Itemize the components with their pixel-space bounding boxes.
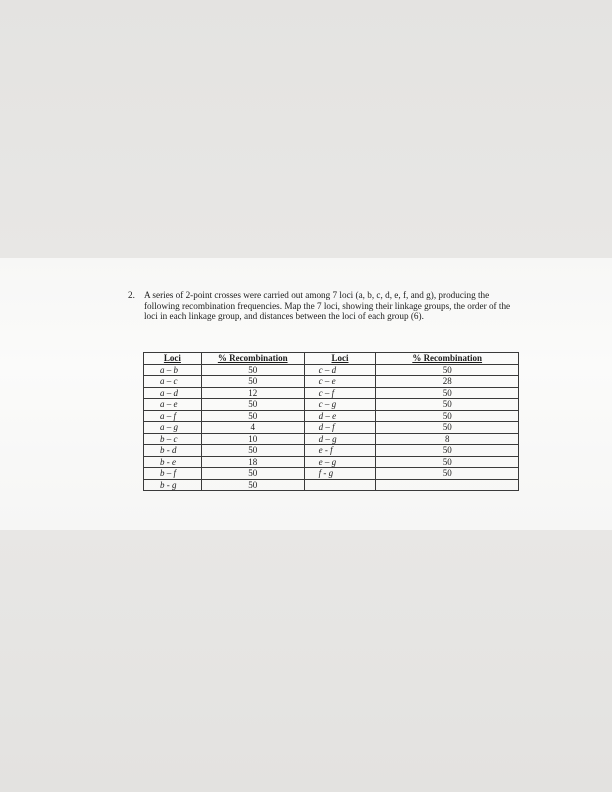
recombination-cell: 50 [201,376,304,388]
table-row [144,468,519,480]
loci-cell: a – f [144,410,202,422]
recombination-cell: 50 [376,399,519,411]
loci-cell: c – g [304,399,376,411]
loci-cell: c – e [304,376,376,388]
table-row [144,422,519,434]
header-loci-right: Loci [304,353,376,365]
recombination-cell: 12 [201,387,304,399]
recombination-cell: 50 [201,445,304,457]
recombination-cell: 18 [201,456,304,468]
question-text: A series of 2-point crosses were carried out among 7 loci (a, b, c, d, e, f, and g), producing the following recombination frequencies. Map the 7 loci, showing their linkage groups, the order of the loci in each linkage group, and distances between the loci of each group (6). [144,290,511,322]
loci-cell: a – c [144,376,202,388]
loci-cell: b - d [144,445,202,457]
loci-cell: a – d [144,387,202,399]
table-row [144,399,519,411]
recombination-cell: 50 [201,364,304,376]
recombination-cell: 50 [201,410,304,422]
question-block [128,290,520,322]
recombination-cell [376,479,519,491]
loci-cell: e - f [304,445,376,457]
loci-cell: d – g [304,433,376,445]
recombination-table [143,352,519,491]
loci-cell: f - g [304,468,376,480]
header-recombination-left: % Recombination [201,353,304,365]
table-row [144,456,519,468]
background-bottom [0,530,612,792]
loci-cell: e – g [304,456,376,468]
table-row [144,410,519,422]
recombination-cell: 50 [201,479,304,491]
loci-cell [304,479,376,491]
header-recombination-right: % Recombination [376,353,519,365]
table-row [144,387,519,399]
table-header-row [144,353,519,365]
recombination-cell: 8 [376,433,519,445]
table-row [144,479,519,491]
loci-cell: a – e [144,399,202,411]
question-number: 2. [128,290,135,300]
table-row [144,364,519,376]
loci-cell: a – g [144,422,202,434]
loci-cell: a – b [144,364,202,376]
table-row [144,376,519,388]
recombination-cell: 50 [201,468,304,480]
recombination-cell: 50 [376,387,519,399]
loci-cell: b - g [144,479,202,491]
table-row [144,445,519,457]
table-row [144,433,519,445]
recombination-cell: 50 [376,468,519,480]
loci-cell: d – e [304,410,376,422]
recombination-cell: 10 [201,433,304,445]
recombination-cell: 4 [201,422,304,434]
recombination-cell: 28 [376,376,519,388]
background-top [0,0,612,258]
recombination-cell: 50 [201,399,304,411]
loci-cell: b – f [144,468,202,480]
loci-cell: b - e [144,456,202,468]
recombination-cell: 50 [376,456,519,468]
recombination-cell: 50 [376,445,519,457]
loci-cell: d – f [304,422,376,434]
recombination-cell: 50 [376,410,519,422]
header-loci-left: Loci [144,353,202,365]
loci-cell: c – d [304,364,376,376]
recombination-cell: 50 [376,422,519,434]
loci-cell: c – f [304,387,376,399]
loci-cell: b – c [144,433,202,445]
recombination-cell: 50 [376,364,519,376]
